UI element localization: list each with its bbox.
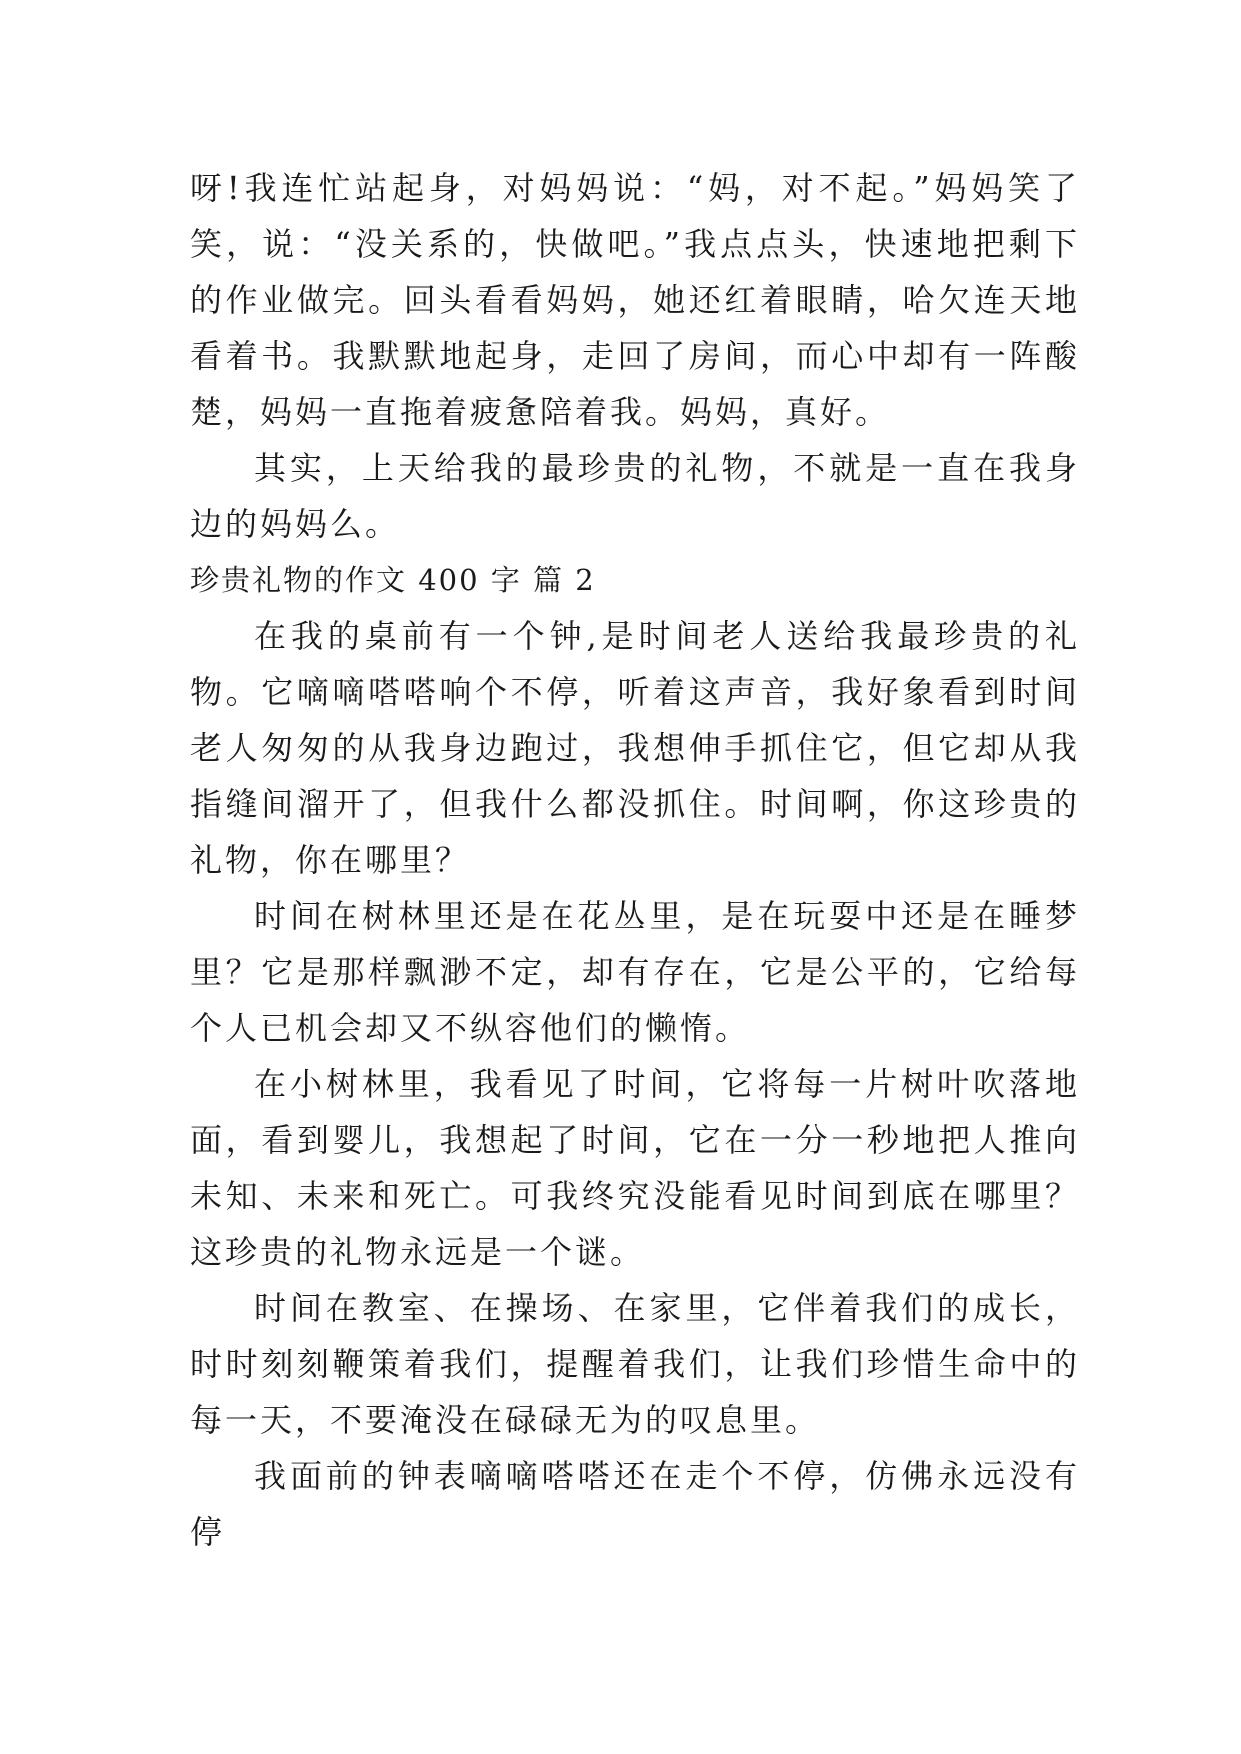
section-heading: 珍贵礼物的作文 400 字 篇 2 [190,563,596,597]
paragraph-1: 呀!我连忙站起身，对妈妈说：“妈，对不起。”妈妈笑了笑，说：“没关系的，快做吧。”我点点头，快速地把剩下的作业做完。回头看看妈妈，她还红着眼睛，哈欠连天地看着书。我默默地起身，走回了房间，而心中却有一阵酸楚，妈妈一直拖着疲惫陪着我。妈妈，真好。 [190,169,1080,431]
paragraph-4: 时间在树林里还是在花丛里，是在玩耍中还是在睡梦里？它是那样飘渺不定，却有存在，它是公平的，它给每个人已机会却又不纵容他们的懒惰。 [190,897,1080,1047]
paragraph-7: 我面前的钟表嘀嘀嗒嗒还在走个不停，仿佛永远没有停 [190,1457,1080,1551]
paragraph-3: 在我的桌前有一个钟,是时间老人送给我最珍贵的礼物。它嘀嘀嗒嗒响个不停，听着这声音，我好象看到时间老人匆匆的从我身边跑过，我想伸手抓住它，但它却从我指缝间溜开了，但我什么都没抓住。时间啊，你这珍贵的礼物，你在哪里？ [190,617,1080,879]
document-body [190,160,1080,1560]
paragraph-6: 时间在教室、在操场、在家里，它伴着我们的成长，时时刻刻鞭策着我们，提醒着我们，让我们珍惜生命中的每一天，不要淹没在碌碌无为的叹息里。 [190,1289,1080,1439]
paragraph-2: 其实，上天给我的最珍贵的礼物，不就是一直在我身边的妈妈么。 [190,449,1080,543]
paragraph-5: 在小树林里，我看见了时间，它将每一片树叶吹落地面，看到婴儿，我想起了时间，它在一分一秒地把人推向未知、未来和死亡。可我终究没能看见时间到底在哪里？这珍贵的礼物永远是一个谜。 [190,1065,1080,1271]
